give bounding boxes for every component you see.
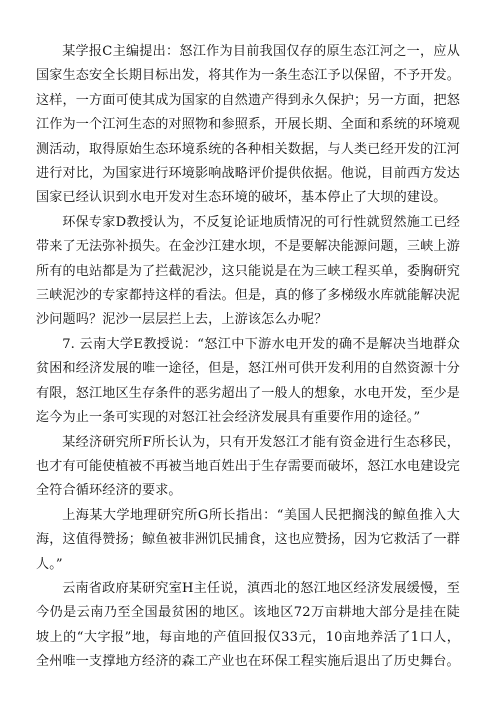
- paragraph-professor-e: 7. 云南大学E教授说：“怒江中下游水电开发的确不是解决当地群众贫困和经济发展的唯一途径，但是，怒江州可供开发利用的自然资源十分有限，怒江地区生存条件的恶劣超出了一般人的想象，水电开发，至少是迄今为止一条可实现的对怒江社会经济发展具有重要作用的途径。”: [36, 336, 460, 426]
- paragraph-editor-c: 某学报C主编提出：怒江作为目前我国仅存的原生态江河之一，应从国家生态安全长期目标出发，将其作为一条生态江予以保留，不予开发。这样，一方面可使其成为国家的自然遗产得到永久保护；另一方面，把怒江作为一个江河生态的对照物和参照系，开展长期、全面和系统的环境观测活动，取得原始生态环境系统的各种相关数据，与人类已经开发的江河进行对比，为国家进行环境影响战略评价提供依据。他说，目前西方发达国家已经认识到水电开发对生态环境的破坏，基本停止了大坝的建设。: [36, 44, 460, 206]
- document-body: [36, 40, 460, 675]
- paragraph-director-h: 云南省政府某研究室H主任说，滇西北的怒江地区经济发展缓慢，至今仍是云南乃至全国最贫困的地区。该地区72万亩耕地大部分是挂在陡坡上的“大字报”地，每亩地的产值回报仅33元，10亩地养活了1口人，全州唯一支撑地方经济的森工产业也在环保工程实施后退出了历史舞台。: [36, 580, 460, 670]
- paragraph-director-f: 某经济研究所F所长认为，只有开发怒江才能有资金进行生态移民，也才有可能使植被不再被当地百姓出于生存需要而破坏，怒江水电建设完全符合循环经济的要求。: [36, 434, 460, 499]
- paragraph-professor-d: 环保专家D教授认为，不反复论证地质情况的可行性就贸然施工已经带来了无法弥补损失。在金沙江建水坝，不是要解决能源问题，三峡上游所有的电站都是为了拦截泥沙，这只能说是在为三峡工程买单，委胸研究三峡泥沙的专家都持这样的看法。但是，真的修了多梯级水库就能解决泥沙问题吗？泥沙一层层拦上去，上游该怎么办呢？: [36, 214, 460, 328]
- paragraph-director-g: 上海某大学地理研究所G所长指出：“美国人民把搁浅的鲸鱼推入大海，这值得赞扬；鲸鱼被非洲饥民捕食，这也应赞扬，因为它救活了一群人。”: [36, 507, 460, 572]
